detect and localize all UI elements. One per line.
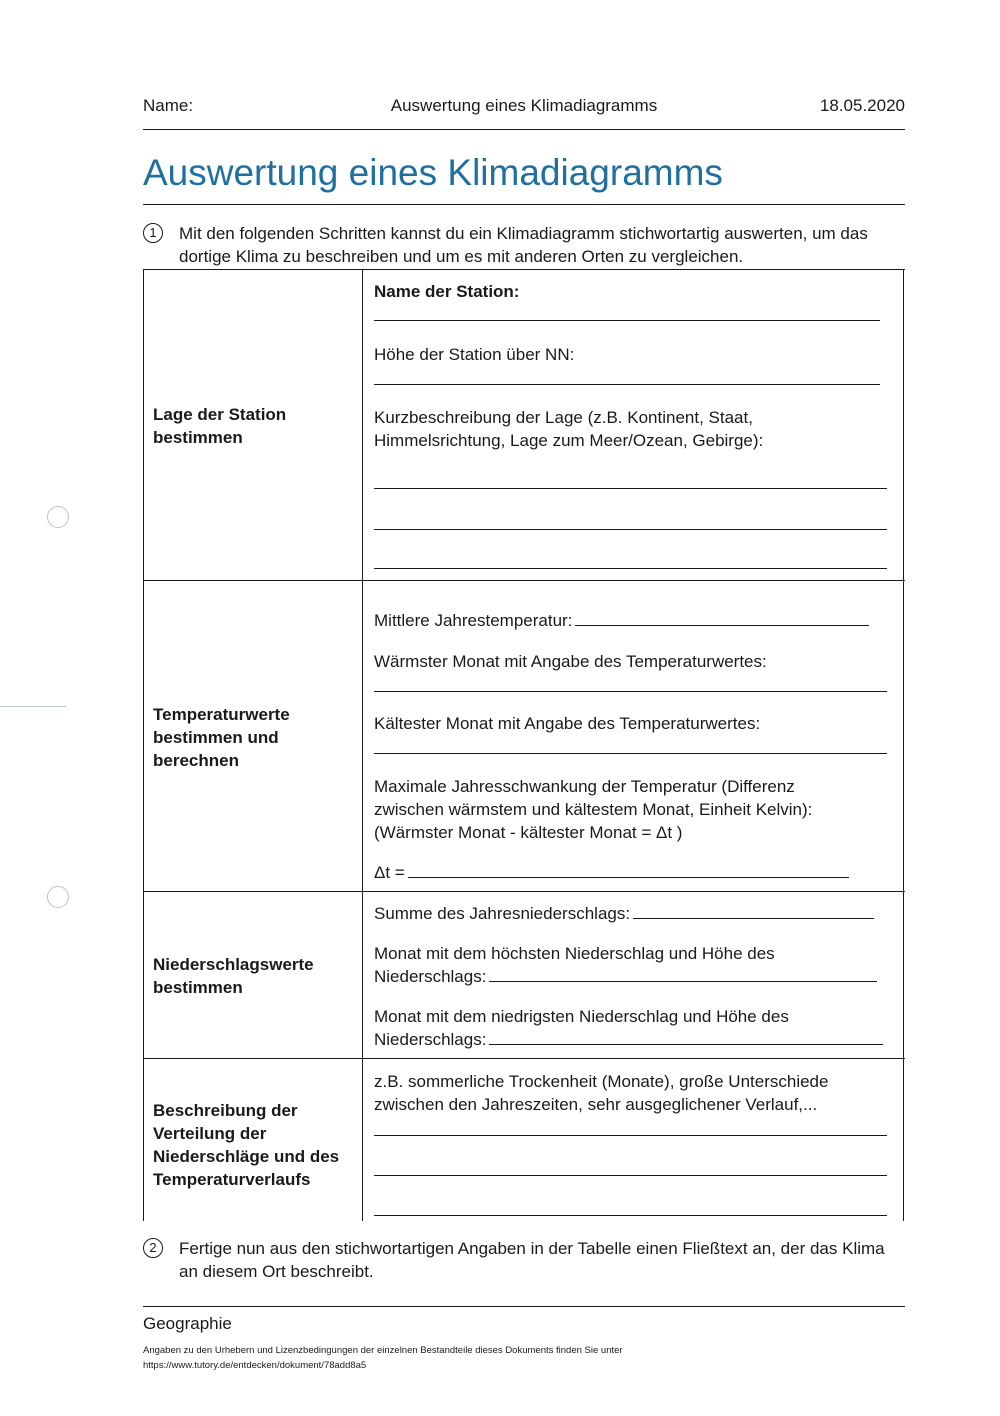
- row-label-location: Lage der Station bestimmen: [153, 405, 287, 447]
- lowest-precipitation-field: [374, 1028, 894, 1051]
- task-1: [143, 222, 905, 268]
- annual-precipitation-label: Summe des Jahresniederschlags:: [374, 904, 631, 923]
- answer-line[interactable]: [489, 965, 877, 982]
- highest-precipitation-label: Niederschlags:: [374, 967, 487, 986]
- location-description-label: Kurzbeschreibung der Lage (z.B. Kontinent, Staat,: [374, 408, 753, 427]
- footer-divider: [143, 1306, 905, 1307]
- answer-line[interactable]: [374, 1135, 887, 1136]
- answer-line[interactable]: [374, 753, 887, 754]
- temperature-range-label: zwischen wärmstem und kältestem Monat, Einheit Kelvin):: [374, 800, 813, 819]
- lowest-precipitation-label: Niederschlags:: [374, 1030, 487, 1049]
- station-name-label: Name der Station:: [374, 282, 520, 301]
- table-row-divider: [143, 1058, 905, 1059]
- task-number-badge: 2: [143, 1238, 163, 1258]
- title-divider: [143, 204, 905, 205]
- warmest-month-label: Wärmster Monat mit Angabe des Temperaturwertes:: [374, 652, 767, 671]
- annual-precipitation-field: [374, 902, 894, 925]
- answer-line[interactable]: [633, 902, 874, 919]
- answer-line[interactable]: [575, 609, 869, 626]
- punch-hole-mark: [47, 506, 69, 528]
- punch-hole-mark: [47, 886, 69, 908]
- delta-t-label: Δt =: [374, 863, 405, 882]
- page-header: [143, 96, 905, 118]
- answer-line[interactable]: [489, 1028, 883, 1045]
- task-2: [143, 1237, 905, 1283]
- table-row-divider: [143, 891, 905, 892]
- lowest-precipitation-label: Monat mit dem niedrigsten Niederschlag und Höhe des: [374, 1007, 789, 1026]
- header-date: 18.05.2020: [819, 96, 905, 115]
- station-height-label: Höhe der Station über NN:: [374, 345, 575, 364]
- answer-line[interactable]: [374, 320, 880, 321]
- table-border: [143, 269, 144, 1221]
- temperature-range-label: Maximale Jahresschwankung der Temperatur (Differenz: [374, 777, 795, 796]
- answer-line[interactable]: [374, 1175, 887, 1176]
- delta-t-field: [374, 861, 894, 884]
- location-description-label: Himmelsrichtung, Lage zum Meer/Ozean, Gebirge):: [374, 431, 764, 450]
- answer-line[interactable]: [374, 568, 887, 569]
- header-divider: [143, 129, 905, 130]
- answer-line[interactable]: [374, 691, 887, 692]
- task-number-badge: 1: [143, 223, 163, 243]
- license-notice: Angaben zu den Urhebern und Lizenzbedingungen der einzelnen Bestandteile dieses Dokuments finden Sie unter: [143, 1345, 623, 1356]
- answer-line[interactable]: [374, 1215, 887, 1216]
- row-label-distribution: Beschreibung der Verteilung der Niederschläge und des Temperaturverlaufs: [153, 1101, 340, 1189]
- coldest-month-label: Kältester Monat mit Angabe des Temperaturwertes:: [374, 714, 761, 733]
- task-2-text: Fertige nun aus den stichwortartigen Angaben in der Tabelle einen Fließtext an, der das Klima an diesem Ort beschreibt.: [179, 1239, 885, 1281]
- mean-temperature-field: [374, 609, 894, 632]
- fold-mark: [0, 706, 66, 707]
- highest-precipitation-field: [374, 965, 894, 988]
- distribution-hint: z.B. sommerliche Trockenheit (Monate), große Unterschiede: [374, 1072, 829, 1091]
- mean-temperature-label: Mittlere Jahrestemperatur:: [374, 611, 573, 630]
- evaluation-table: [143, 269, 905, 1221]
- table-row-divider: [143, 580, 905, 581]
- name-label: Name:: [143, 96, 194, 115]
- highest-precipitation-label: Monat mit dem höchsten Niederschlag und Höhe des: [374, 944, 775, 963]
- table-border: [903, 269, 904, 1221]
- task-1-text: Mit den folgenden Schritten kannst du ein Klimadiagramm stichwortartig auswerten, um das dortige Klima zu beschreiben und um es mit anderen Orten zu vergleichen.: [179, 224, 868, 266]
- distribution-hint: zwischen den Jahreszeiten, sehr ausgeglichener Verlauf,...: [374, 1095, 818, 1114]
- temperature-range-label: (Wärmster Monat - kältester Monat = Δt ): [374, 823, 683, 842]
- page-title: Auswertung eines Klimadiagramms: [143, 152, 723, 193]
- document-link[interactable]: https://www.tutory.de/entdecken/dokument/78add8a5: [143, 1360, 367, 1371]
- subject-label: Geographie: [143, 1314, 232, 1333]
- answer-line[interactable]: [374, 384, 880, 385]
- table-border: [143, 269, 905, 270]
- answer-line[interactable]: [374, 488, 887, 489]
- row-label-temperature: Temperaturwerte bestimmen und berechnen: [153, 705, 290, 770]
- answer-line[interactable]: [408, 861, 849, 878]
- header-title: Auswertung eines Klimadiagramms: [390, 96, 658, 115]
- row-label-precipitation: Niederschlagswerte bestimmen: [153, 955, 314, 997]
- answer-line[interactable]: [374, 529, 887, 530]
